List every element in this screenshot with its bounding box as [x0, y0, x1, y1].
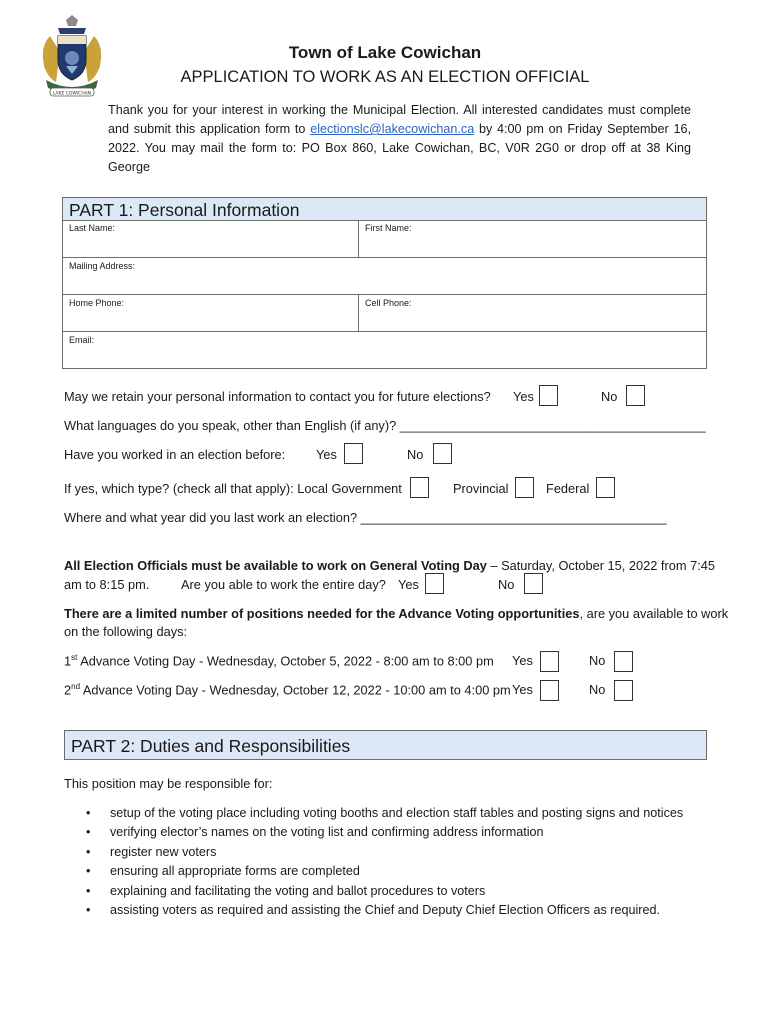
- bullet-glyph: •: [86, 844, 91, 859]
- languages-question: What languages do you speak, other than English (if any)? ___________________________________________: [64, 418, 706, 433]
- worked-before-no-label: No: [407, 447, 424, 462]
- entire-day-no-label: No: [498, 577, 515, 592]
- part2-heading: PART 2: Duties and Responsibilities: [64, 730, 707, 760]
- entire-day-question: Are you able to work the entire day?: [181, 577, 386, 592]
- worked-before-yes-label: Yes: [316, 447, 337, 462]
- advance-voting-rest: , are you available to work: [579, 606, 729, 621]
- form-subtitle: APPLICATION TO WORK AS AN ELECTION OFFICIAL: [180, 68, 590, 86]
- part1-heading: PART 1: Personal Information: [62, 197, 707, 221]
- advance-day-1-details: Advance Voting Day - Wednesday, October 5, 2022 - 8:00 am to 8:00 pm: [77, 653, 494, 669]
- mailing-address-field[interactable]: [63, 258, 706, 294]
- cell-phone-label: Cell Phone:: [365, 298, 412, 308]
- advance-day-1-number: 1: [64, 653, 72, 669]
- advance-day-2-yes-label: Yes: [512, 682, 533, 697]
- duty-text: explaining and facilitating the voting and ballot procedures to voters: [110, 883, 486, 898]
- intro-text-before: Thank you for your interest in working the Municipal Election. All interested candidates must complete and submit this application form to: [108, 103, 691, 136]
- retain-info-no-label: No: [601, 389, 618, 404]
- list-item: [86, 864, 683, 883]
- retain-info-no-checkbox[interactable]: [626, 385, 645, 406]
- retain-info-yes-checkbox[interactable]: [539, 385, 558, 406]
- bullet-glyph: •: [86, 864, 91, 879]
- email-field[interactable]: [63, 332, 706, 368]
- advance-voting-intro-line2: on the following days:: [64, 624, 188, 639]
- worked-before-question: Have you worked in an election before:: [64, 447, 286, 462]
- first-name-field[interactable]: [358, 220, 706, 257]
- federal-checkbox[interactable]: [596, 477, 615, 498]
- list-item: [86, 806, 683, 825]
- entire-day-yes-checkbox[interactable]: [425, 573, 444, 594]
- entire-day-no-checkbox[interactable]: [524, 573, 543, 594]
- email-label: Email:: [69, 335, 95, 345]
- intro-text-after: by 4:00 pm on Friday September 16, 2022. You may mail the form to: PO Box 860, Lake Cowichan, BC, V0R 2G0 or drop off at 38 King George: [108, 122, 691, 174]
- worked-before-no-checkbox[interactable]: [433, 443, 452, 464]
- general-voting-requirement: [64, 558, 715, 573]
- election-email-link[interactable]: electionslc@lakecowichan.ca: [310, 122, 475, 136]
- duties-list: [86, 806, 683, 922]
- list-item: [86, 845, 683, 864]
- election-type-question: If yes, which type? (check all that apply): Local Government: [64, 481, 402, 496]
- advance-day-2-yes-checkbox[interactable]: [540, 680, 559, 701]
- general-voting-rest: – Saturday, October 15, 2022 from 7:45: [486, 558, 715, 573]
- advance-day-1-no-label: No: [589, 653, 606, 668]
- duties-intro: This position may be responsible for:: [64, 776, 273, 791]
- address-row: [63, 257, 706, 294]
- duty-text: assisting voters as required and assisting the Chief and Deputy Chief Election Officers as required.: [110, 902, 660, 917]
- advance-day-2-number: 2: [64, 682, 72, 698]
- provincial-label: Provincial: [453, 481, 509, 496]
- home-phone-field[interactable]: [63, 295, 358, 331]
- last-election-question: Where and what year did you last work an election? ___________________________________________: [64, 510, 667, 525]
- advance-day-2-no-checkbox[interactable]: [614, 680, 633, 701]
- duty-text: register new voters: [110, 844, 217, 859]
- bullet-glyph: •: [86, 806, 91, 820]
- general-voting-time: am to 8:15 pm.: [64, 577, 150, 592]
- bullet-glyph: •: [86, 902, 91, 917]
- advance-day-1-yes-label: Yes: [512, 653, 533, 668]
- personal-info-form: [62, 220, 707, 369]
- intro-paragraph: [108, 101, 691, 177]
- advance-voting-bold: There are a limited number of positions needed for the Advance Voting opportunities: [64, 606, 580, 621]
- bullet-glyph: •: [86, 825, 91, 840]
- bullet-glyph: •: [86, 883, 91, 898]
- advance-day-2-suffix: nd: [71, 682, 81, 691]
- provincial-checkbox[interactable]: [515, 477, 534, 498]
- first-name-label: First Name:: [365, 223, 412, 233]
- advance-day-1-no-checkbox[interactable]: [614, 651, 633, 672]
- advance-day-2-text: [64, 682, 511, 697]
- home-phone-label: Home Phone:: [69, 298, 125, 308]
- duty-text: ensuring all appropriate forms are completed: [110, 864, 360, 879]
- page-title: Town of Lake Cowichan: [288, 43, 482, 62]
- advance-day-1-yes-checkbox[interactable]: [540, 651, 559, 672]
- advance-voting-intro: [64, 606, 728, 621]
- email-row: [63, 331, 706, 368]
- last-name-label: Last Name:: [69, 223, 116, 233]
- advance-day-1-text: [64, 653, 494, 668]
- general-voting-bold: All Election Officials must be available to work on General Voting Day: [64, 558, 487, 573]
- retain-info-question: May we retain your personal information to contact you for future elections?: [64, 389, 491, 404]
- phone-row: [63, 294, 706, 331]
- list-item: [86, 884, 683, 903]
- duty-text: setup of the voting place including voting booths and election staff tables and posting signs and notices: [110, 806, 684, 820]
- advance-day-1-suffix: st: [71, 653, 78, 662]
- entire-day-yes-label: Yes: [398, 577, 419, 592]
- crest-motto: LAKE COWICHAN: [52, 91, 92, 97]
- list-item: [86, 825, 683, 844]
- mailing-address-label: Mailing Address:: [69, 261, 136, 271]
- name-row: [63, 220, 706, 257]
- federal-label: Federal: [546, 481, 590, 496]
- advance-day-2-details: Advance Voting Day - Wednesday, October 12, 2022 - 10:00 am to 4:00 pm: [80, 682, 511, 698]
- local-government-checkbox[interactable]: [410, 477, 429, 498]
- cell-phone-field[interactable]: [358, 295, 706, 331]
- worked-before-yes-checkbox[interactable]: [344, 443, 363, 464]
- duty-text: verifying elector’s names on the voting list and confirming address information: [110, 825, 544, 840]
- list-item: [86, 903, 683, 922]
- advance-day-2-no-label: No: [589, 682, 606, 697]
- retain-info-yes-label: Yes: [513, 389, 534, 404]
- last-name-field[interactable]: [63, 220, 358, 257]
